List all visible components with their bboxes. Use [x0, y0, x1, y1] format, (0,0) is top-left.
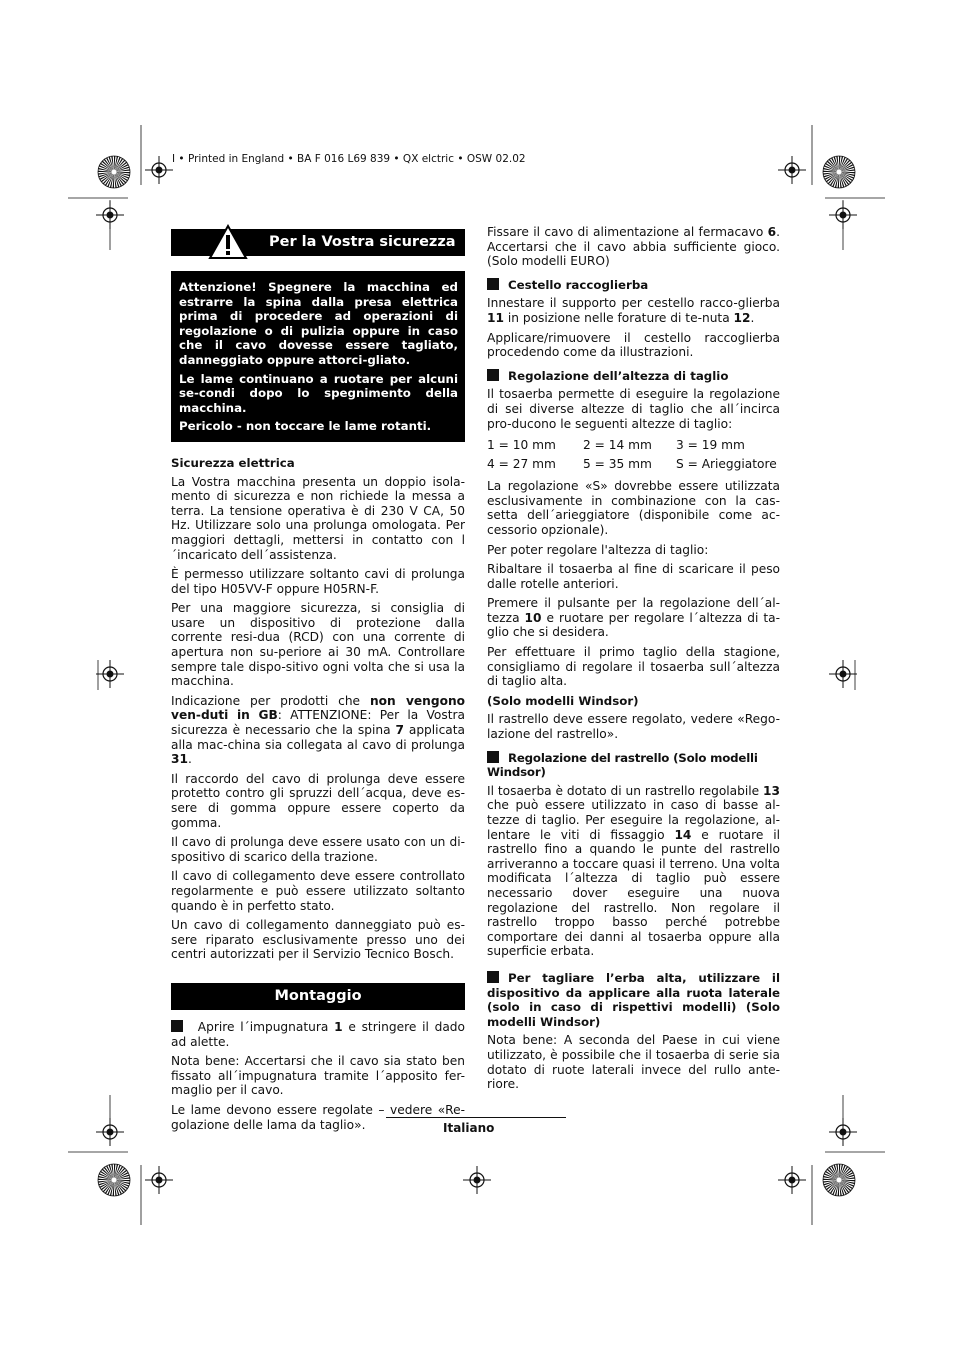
square-bullet-icon	[487, 751, 499, 763]
paragraph	[487, 784, 780, 959]
paragraph: Nota bene: Accertarsi che il cavo sia stato ben fissato all´impugnatura tramite l´apposito fer-maglio per il cavo.	[171, 1054, 465, 1098]
text: e stringere il dado ad alette.	[171, 1019, 465, 1049]
ref-number: 14	[674, 827, 692, 842]
paragraph: Il tosaerba permette di eseguire la regolazione di sei diverse altezze di taglio che all´incirca pro-ducono le seguenti altezze di taglio:	[487, 387, 780, 431]
text: Indicazione per prodotti che	[171, 693, 370, 708]
left-column	[171, 229, 465, 1132]
footer-rule	[386, 1117, 566, 1118]
cestello-heading	[487, 278, 780, 293]
heading-text: Cestello raccoglierba	[508, 277, 649, 292]
square-bullet-icon	[487, 369, 499, 381]
safety-section-bar	[171, 229, 465, 256]
montaggio-title: Montaggio	[274, 987, 362, 1004]
text: e ruotare il rastrello fino a quando le punte del rastrello arriveranno a toccare quasi il terreno. Una volta modificata l´altezza di taglio può essere necessario dover eseguire una nuova regolazione del rastrello. Non regolare il rastrello troppo basso perché potrebbe comportare dei danni al tosaerba oppure alla superficie erbata.	[487, 827, 780, 959]
paragraph: Le lame devono essere regolate – vedere «Re-golazione delle lama da taglio».	[171, 1102, 465, 1132]
bold-text: non vengono ven-duti in GB	[171, 693, 465, 723]
text: Innestare il supporto per cestello racco-glierba	[487, 296, 780, 311]
ref-number: 31	[171, 752, 188, 767]
warning-text-1: Attenzione! Spegnere la macchina ed estrarre la spina dalla presa elettrica prima di procedere ad operazioni di regolazione o di pulizia oppure in caso che il cavo dovesse essere tagliato, danneggiato oppure attorci-gliato.	[179, 280, 458, 367]
text: Fissare il cavo di alimentazione al fermacavo	[487, 225, 768, 239]
heading-text: Per tagliare l’erba alta, utilizzare il dispositivo da applicare alla ruota laterale (solo in caso di rispettivi modelli) (Solo modelli Windsor)	[487, 970, 780, 1029]
ref-number: 10	[524, 610, 542, 625]
montaggio-section-bar	[171, 983, 465, 1010]
paragraph	[487, 296, 780, 325]
paragraph: Per poter regolare l'altezza di taglio:	[487, 542, 709, 557]
paragraph: Il cavo di collegamento deve essere controllato regolarmente e può essere utilizzato soltanto quando è in perfetto stato.	[171, 869, 465, 913]
paragraph: Per effettuare il primo taglio della stagione, consigliamo di regolare il tosaerba sull´altezza di taglio alta.	[487, 645, 780, 689]
rastrello-heading	[487, 751, 780, 780]
square-bullet-icon	[171, 1020, 183, 1032]
warning-box	[171, 271, 465, 442]
ref-number: 11	[487, 310, 504, 325]
paragraph: Il cavo di prolunga deve essere usato con un di-spositivo di scarico della trazione.	[171, 835, 465, 864]
text: Aprire l´impugnatura	[192, 1019, 335, 1034]
height-item: 1 = 10 mm	[487, 438, 556, 453]
right-column	[487, 225, 780, 1092]
warning-text-3: Pericolo - non toccare le lame rotanti.	[179, 419, 432, 434]
ref-number: 13	[763, 783, 780, 798]
text: : ATTENZIONE: Per la Vostra sicurezza è necessario che la spina	[171, 708, 465, 738]
square-bullet-icon	[487, 971, 499, 983]
paragraph: Per una maggiore sicurezza, si consiglia di usare un dispositivo di protezione dalla corrente resi-dua (RCD) con una corrente di apertura non su-periore ai 30 mA. Controllare sempre tale dispo-sitivo ogni volta che si usa la macchina.	[171, 601, 465, 689]
paragraph: Ribaltare il tosaerba al fine di scaricare il peso dalle rotelle anteriori.	[487, 562, 780, 591]
height-item: 2 = 14 mm	[583, 438, 652, 453]
paragraph	[171, 694, 465, 767]
cutting-heights-table	[487, 436, 780, 474]
footer-language: Italiano	[443, 1121, 495, 1135]
text: .	[187, 752, 192, 767]
text: Premere il pulsante per la regolazione dell´al-tezza	[487, 596, 780, 625]
paragraph: Applicare/rimuovere il cestello raccoglierba procedendo come da illustrazioni.	[487, 330, 780, 360]
erba-heading	[487, 971, 780, 1029]
windsor-heading: (Solo modelli Windsor)	[487, 693, 639, 708]
print-info: I • Printed in England • BA F 016 L69 839 • QX elctric • OSW 02.02	[172, 153, 526, 165]
ref-number: 1	[334, 1019, 343, 1034]
height-item: 5 = 35 mm	[583, 457, 652, 472]
warning-text-2: Le lame continuano a ruotare per alcuni se-condi dopo lo spegnimento della macchina.	[179, 371, 458, 415]
paragraph: Nota bene: A seconda del Paese in cui viene utilizzato, è possibile che il tosaerba di serie sia dotato di ruote laterali invece del rullo ante-riore.	[487, 1033, 780, 1092]
text: Il tosaerba è dotato di un rastrello regolabile	[487, 783, 764, 798]
paragraph: La regolazione «S» dovrebbe essere utilizzata esclusivamente in combinazione con la cas-setta dell´arieggiatore (disponibile come ac-cessorio opzionale).	[487, 479, 780, 537]
height-item: 4 = 27 mm	[487, 457, 556, 472]
text: in posizione nelle forature di te-nuta	[503, 310, 734, 325]
paragraph: Un cavo di collegamento danneggiato può es-sere riparato esclusivamente presso uno dei centri autorizzati per il Servizio Tecnico Bosch.	[171, 918, 465, 962]
electric-safety-heading: Sicurezza elettrica	[171, 455, 295, 470]
safety-title: Per la Vostra sicurezza	[269, 234, 456, 250]
paragraph: La Vostra macchina presenta un doppio isola-mento di sicurezza e non richiede la messa a terra. La tensione operativa è di 230 V CA, 50 Hz. Utilizzare solo una prolunga omologata. Per maggiori dettagli, mettersi in contatto con l´incaricato dell´assistenza.	[171, 474, 465, 562]
heading-text: Regolazione del rastrello (Solo modelli Windsor)	[487, 750, 758, 780]
height-item: S = Arieggiatore	[676, 457, 777, 472]
paragraph	[487, 596, 780, 640]
text: e ruotare per regolare l´altezza di ta-glio che si desidera.	[487, 610, 780, 640]
height-item: 3 = 19 mm	[676, 438, 745, 453]
text: .	[750, 310, 755, 325]
ref-number: 7	[395, 723, 404, 738]
paragraph: Il raccordo del cavo di prolunga deve essere protetto contro gli spruzzi dell´acqua, deve es-sere di gomma oppure essere coperto da gomma.	[171, 771, 465, 830]
paragraph	[487, 225, 780, 269]
ref-number: 6	[767, 225, 777, 239]
paragraph: È permesso utilizzare soltanto cavi di prolunga del tipo H05VV-F oppure H05RN-F.	[171, 567, 465, 596]
warning-triangle-icon	[208, 224, 248, 260]
text: che può essere utilizzato in caso di basse al-tezze di taglio. Per eseguire la regolazione, al-lentare le viti di fissaggio	[487, 798, 780, 842]
text: . Accertarsi che il cavo abbia sufficiente gioco. (Solo modelli EURO)	[487, 225, 780, 269]
paragraph	[171, 1020, 465, 1049]
text: applicata alla mac-china sia collegata al cavo di prolunga	[171, 723, 465, 752]
square-bullet-icon	[487, 278, 499, 290]
altezza-heading	[487, 369, 780, 384]
heading-text: Regolazione dell’altezza di taglio	[508, 368, 729, 383]
ref-number: 12	[733, 310, 751, 325]
paragraph: Il rastrello deve essere regolato, vedere «Rego-lazione del rastrello».	[487, 712, 780, 742]
